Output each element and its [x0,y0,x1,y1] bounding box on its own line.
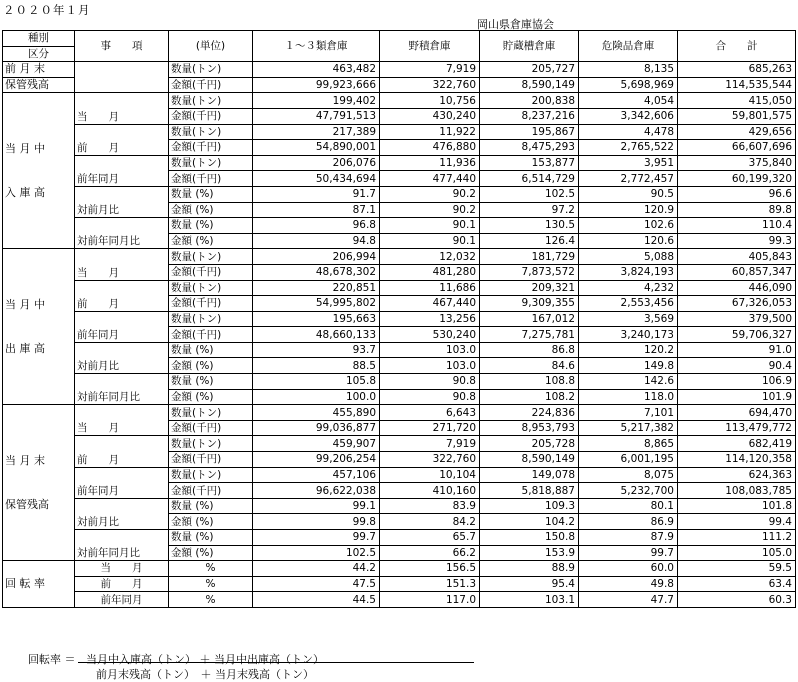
value-cell: 94.8 [253,233,380,249]
value-cell: 8,237,216 [480,108,579,124]
item-label: 対前年同月比 [75,530,169,561]
value-cell: 114,535,544 [678,77,796,93]
table-row [3,342,796,358]
value-cell: 151.3 [380,576,480,592]
value-cell: 49.8 [579,576,678,592]
value-cell: 65.7 [380,530,480,546]
value-cell: 3,951 [579,155,678,171]
value-cell: 95.4 [480,576,579,592]
item-label: 前 月 [75,436,169,467]
value-cell: 5,088 [579,249,678,265]
value-cell: 217,389 [253,124,380,140]
item-label: 前 月 [75,124,169,155]
value-cell: 60,199,320 [678,171,796,187]
block-label: 当 月 中 [5,297,45,311]
value-cell: 88.9 [480,561,579,577]
value-cell: 47,791,513 [253,108,380,124]
table-row [3,374,796,390]
formula-divider [78,662,474,663]
table-row [3,186,796,202]
block-sublabel: 出 庫 高 [5,341,45,355]
unit-cell: 数量 (%) [169,498,253,514]
item-label: 前年同月 [75,467,169,498]
value-cell: 2,765,522 [579,140,678,156]
value-cell: 457,106 [253,467,380,483]
value-cell: 87.1 [253,202,380,218]
value-cell: 6,514,729 [480,171,579,187]
unit-cell: 数量(トン) [169,249,253,265]
value-cell: 12,032 [380,249,480,265]
value-cell: 120.2 [579,342,678,358]
value-cell: 48,678,302 [253,264,380,280]
value-cell: 405,843 [678,249,796,265]
value-cell: 63.4 [678,576,796,592]
unit-cell: % [169,576,253,592]
value-cell: 105.8 [253,374,380,390]
value-cell: 6,643 [380,405,480,421]
value-cell: 102.6 [579,218,678,234]
value-cell: 99.8 [253,514,380,530]
unit-cell: 金額(千円) [169,264,253,280]
item-label: 対前月比 [75,342,169,373]
value-cell: 209,321 [480,280,579,296]
value-cell: 111.2 [678,530,796,546]
value-cell: 101.9 [678,389,796,405]
value-cell: 4,232 [579,280,678,296]
value-cell: 5,818,887 [480,483,579,499]
value-cell: 103.0 [380,342,480,358]
formula-lhs: 回転率 ＝ [28,653,76,666]
table-row [3,218,796,234]
unit-cell: % [169,561,253,577]
value-cell: 220,851 [253,280,380,296]
blank-cell [75,62,169,93]
value-cell: 106.9 [678,374,796,390]
formula-numerator: 当月中入庫高（トン） ＋ 当月中出庫高（トン） [86,653,324,666]
value-cell: 415,050 [678,93,796,109]
value-cell: 110.4 [678,218,796,234]
table-row [3,592,796,608]
value-cell: 205,727 [480,62,579,78]
value-cell: 90.8 [380,374,480,390]
table-row [3,405,796,421]
value-cell: 11,922 [380,124,480,140]
value-cell: 200,838 [480,93,579,109]
value-cell: 8,135 [579,62,678,78]
value-cell: 84.2 [380,514,480,530]
table-row [3,93,796,109]
unit-cell: 数量(トン) [169,436,253,452]
value-cell: 181,729 [480,249,579,265]
value-cell: 167,012 [480,311,579,327]
value-cell: 9,309,355 [480,296,579,312]
organization-name: 岡山県倉庫協会 [477,18,554,31]
header-category: 種別 [3,31,75,47]
value-cell: 195,663 [253,311,380,327]
table-row [3,124,796,140]
value-cell: 694,470 [678,405,796,421]
table-row [3,530,796,546]
value-cell: 142.6 [579,374,678,390]
value-cell: 108.2 [480,389,579,405]
unit-cell: 金額(千円) [169,296,253,312]
table-row [3,249,796,265]
value-cell: 685,263 [678,62,796,78]
unit-cell: 数量(トン) [169,280,253,296]
value-cell: 476,880 [380,140,480,156]
item-label: 当 月 [75,405,169,436]
value-cell: 90.2 [380,186,480,202]
item-label: 当 月 [75,249,169,280]
header-unit: (単位) [169,31,253,62]
value-cell: 156.5 [380,561,480,577]
value-cell: 90.1 [380,218,480,234]
value-cell: 86.8 [480,342,579,358]
item-label: 前年同月 [75,311,169,342]
unit-cell: 金額(千円) [169,452,253,468]
value-cell: 130.5 [480,218,579,234]
value-cell: 153.9 [480,545,579,561]
value-cell: 59.5 [678,561,796,577]
value-cell: 66,607,696 [678,140,796,156]
table-row [3,436,796,452]
unit-cell: 金額 (%) [169,389,253,405]
value-cell: 410,160 [380,483,480,499]
value-cell: 44.5 [253,592,380,608]
item-label: 対前年同月比 [75,374,169,405]
value-cell: 93.7 [253,342,380,358]
value-cell: 54,890,001 [253,140,380,156]
value-cell: 108,083,785 [678,483,796,499]
unit-cell: 金額(千円) [169,327,253,343]
block-label-cell [3,93,75,249]
value-cell: 91.0 [678,342,796,358]
value-cell: 90.5 [579,186,678,202]
turnover-label: 回 転 率 [3,561,75,608]
value-cell: 60,857,347 [678,264,796,280]
value-cell: 375,840 [678,155,796,171]
item-label: 前 月 [75,280,169,311]
value-cell: 100.0 [253,389,380,405]
value-cell: 205,728 [480,436,579,452]
row-label: 保管残高 [3,77,75,93]
value-cell: 322,760 [380,77,480,93]
unit-cell: 金額(千円) [169,108,253,124]
value-cell: 47.7 [579,592,678,608]
unit-cell: 金額(千円) [169,171,253,187]
table-row [3,467,796,483]
unit-cell: 金額 (%) [169,233,253,249]
value-cell: 89.8 [678,202,796,218]
value-cell: 271,720 [380,420,480,436]
value-cell: 206,994 [253,249,380,265]
value-cell: 429,656 [678,124,796,140]
value-cell: 199,402 [253,93,380,109]
value-cell: 206,076 [253,155,380,171]
value-cell: 463,482 [253,62,380,78]
value-cell: 99,036,877 [253,420,380,436]
value-cell: 103.0 [380,358,480,374]
value-cell: 195,867 [480,124,579,140]
unit-cell: 金額(千円) [169,77,253,93]
value-cell: 90.1 [380,233,480,249]
value-cell: 83.9 [380,498,480,514]
value-cell: 8,865 [579,436,678,452]
value-cell: 120.9 [579,202,678,218]
report-date: ２０２０年１月 [3,3,91,17]
value-cell: 109.3 [480,498,579,514]
table-row [3,31,796,47]
formula-denominator: 前月末残高（トン） ＋ 当月末残高（トン） [96,668,314,681]
value-cell: 101.8 [678,498,796,514]
unit-cell: 金額(千円) [169,483,253,499]
value-cell: 99,923,666 [253,77,380,93]
value-cell: 80.1 [579,498,678,514]
table-row [3,155,796,171]
value-cell: 150.8 [480,530,579,546]
value-cell: 120.6 [579,233,678,249]
value-cell: 467,440 [380,296,480,312]
value-cell: 13,256 [380,311,480,327]
table-row [3,280,796,296]
item-label: 当 月 [75,93,169,124]
value-cell: 4,054 [579,93,678,109]
value-cell: 5,232,700 [579,483,678,499]
value-cell: 5,217,382 [579,420,678,436]
value-cell: 10,104 [380,467,480,483]
value-cell: 96,622,038 [253,483,380,499]
value-cell: 3,342,606 [579,108,678,124]
value-cell: 104.2 [480,514,579,530]
table-row [3,311,796,327]
value-cell: 99.4 [678,514,796,530]
value-cell: 90.8 [380,389,480,405]
value-cell: 8,953,793 [480,420,579,436]
value-cell: 59,801,575 [678,108,796,124]
value-cell: 3,824,193 [579,264,678,280]
item-label: 当 月 [75,561,169,577]
value-cell: 99.7 [579,545,678,561]
unit-cell: 金額 (%) [169,514,253,530]
value-cell: 60.0 [579,561,678,577]
value-cell: 379,500 [678,311,796,327]
table-row [3,62,796,78]
value-cell: 224,836 [480,405,579,421]
value-cell: 97.2 [480,202,579,218]
unit-cell: 金額(千円) [169,140,253,156]
value-cell: 11,686 [380,280,480,296]
value-cell: 481,280 [380,264,480,280]
value-cell: 5,698,969 [579,77,678,93]
value-cell: 624,363 [678,467,796,483]
unit-cell: 金額 (%) [169,202,253,218]
item-label: 対前月比 [75,498,169,529]
unit-cell: 数量(トン) [169,62,253,78]
warehouse-statistics-table [2,30,796,608]
block-sublabel: 入 庫 高 [5,185,45,199]
value-cell: 99.1 [253,498,380,514]
unit-cell: 金額 (%) [169,545,253,561]
value-cell: 4,478 [579,124,678,140]
unit-cell: % [169,592,253,608]
value-cell: 682,419 [678,436,796,452]
value-cell: 530,240 [380,327,480,343]
value-cell: 7,873,572 [480,264,579,280]
value-cell: 2,553,456 [579,296,678,312]
unit-cell: 数量(トン) [169,467,253,483]
value-cell: 67,326,053 [678,296,796,312]
value-cell: 8,475,293 [480,140,579,156]
value-cell: 8,590,149 [480,452,579,468]
value-cell: 66.2 [380,545,480,561]
value-cell: 102.5 [253,545,380,561]
value-cell: 90.4 [678,358,796,374]
item-label: 対前年同月比 [75,218,169,249]
value-cell: 50,434,694 [253,171,380,187]
unit-cell: 数量(トン) [169,405,253,421]
value-cell: 6,001,195 [579,452,678,468]
header-column: 危険品倉庫 [579,31,678,62]
value-cell: 84.6 [480,358,579,374]
unit-cell: 数量 (%) [169,342,253,358]
row-label: 前 月 末 [3,62,75,78]
header-division: 区分 [3,46,75,62]
value-cell: 113,479,772 [678,420,796,436]
block-label: 当 月 中 [5,141,45,155]
value-cell: 7,919 [380,62,480,78]
item-label: 前年同月 [75,592,169,608]
unit-cell: 数量(トン) [169,155,253,171]
value-cell: 11,936 [380,155,480,171]
value-cell: 2,772,457 [579,171,678,187]
table-row [3,576,796,592]
value-cell: 477,440 [380,171,480,187]
unit-cell: 金額 (%) [169,358,253,374]
block-label-cell [3,405,75,561]
value-cell: 7,101 [579,405,678,421]
block-label-cell [3,249,75,405]
value-cell: 88.5 [253,358,380,374]
value-cell: 117.0 [380,592,480,608]
value-cell: 114,120,358 [678,452,796,468]
value-cell: 96.8 [253,218,380,234]
table-row [3,498,796,514]
value-cell: 3,240,173 [579,327,678,343]
header-item: 事 項 [75,31,169,62]
value-cell: 44.2 [253,561,380,577]
value-cell: 7,919 [380,436,480,452]
value-cell: 8,590,149 [480,77,579,93]
unit-cell: 数量 (%) [169,218,253,234]
value-cell: 87.9 [579,530,678,546]
value-cell: 86.9 [579,514,678,530]
value-cell: 99,206,254 [253,452,380,468]
value-cell: 459,907 [253,436,380,452]
value-cell: 430,240 [380,108,480,124]
value-cell: 8,075 [579,467,678,483]
value-cell: 118.0 [579,389,678,405]
value-cell: 96.6 [678,186,796,202]
header-column: 貯蔵槽倉庫 [480,31,579,62]
value-cell: 149.8 [579,358,678,374]
header-column: １～３類倉庫 [253,31,380,62]
value-cell: 91.7 [253,186,380,202]
value-cell: 60.3 [678,592,796,608]
value-cell: 3,569 [579,311,678,327]
item-label: 前 月 [75,576,169,592]
item-label: 対前月比 [75,186,169,217]
block-label: 当 月 末 [5,453,45,467]
header-column: 合 計 [678,31,796,62]
item-label: 前年同月 [75,155,169,186]
unit-cell: 数量 (%) [169,530,253,546]
unit-cell: 数量 (%) [169,186,253,202]
value-cell: 322,760 [380,452,480,468]
value-cell: 47.5 [253,576,380,592]
value-cell: 102.5 [480,186,579,202]
value-cell: 446,090 [678,280,796,296]
value-cell: 99.7 [253,530,380,546]
unit-cell: 数量(トン) [169,124,253,140]
value-cell: 54,995,802 [253,296,380,312]
value-cell: 103.1 [480,592,579,608]
header-column: 野積倉庫 [380,31,480,62]
value-cell: 149,078 [480,467,579,483]
unit-cell: 金額(千円) [169,420,253,436]
table-row [3,561,796,577]
value-cell: 59,706,327 [678,327,796,343]
value-cell: 90.2 [380,202,480,218]
value-cell: 7,275,781 [480,327,579,343]
value-cell: 10,756 [380,93,480,109]
value-cell: 153,877 [480,155,579,171]
unit-cell: 数量(トン) [169,93,253,109]
value-cell: 48,660,133 [253,327,380,343]
block-sublabel: 保管残高 [5,497,49,511]
value-cell: 99.3 [678,233,796,249]
value-cell: 108.8 [480,374,579,390]
value-cell: 455,890 [253,405,380,421]
unit-cell: 数量 (%) [169,374,253,390]
value-cell: 105.0 [678,545,796,561]
unit-cell: 数量(トン) [169,311,253,327]
value-cell: 126.4 [480,233,579,249]
